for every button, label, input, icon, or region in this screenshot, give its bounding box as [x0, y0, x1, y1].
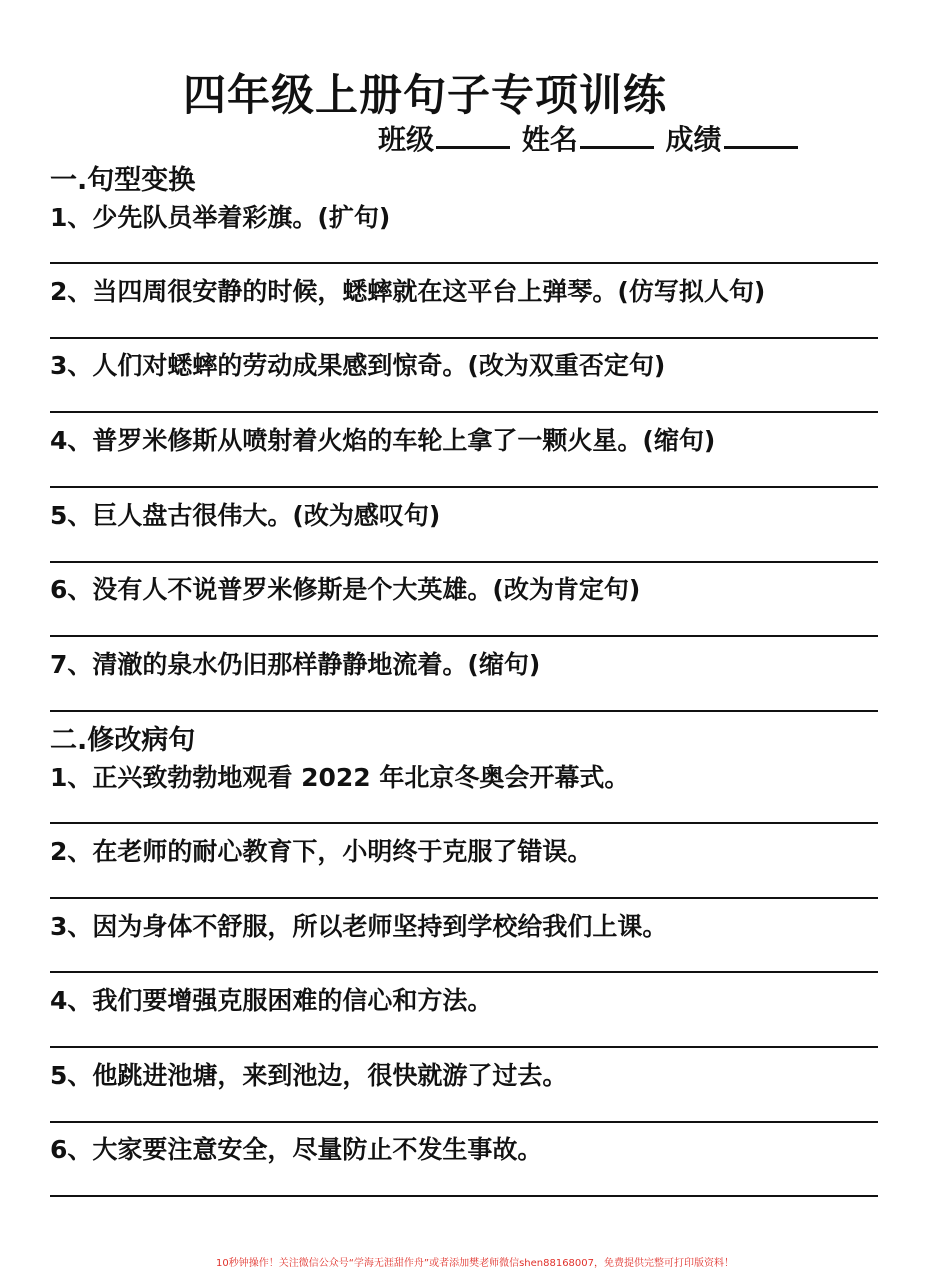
answer-line-s2-3[interactable]: [50, 971, 878, 973]
answer-line-s1-7[interactable]: [50, 710, 878, 712]
answer-line-s2-2[interactable]: [50, 897, 878, 899]
question-s2-6: 6、大家要注意安全，尽量防止不发生事故。: [50, 1135, 543, 1164]
answer-line-s1-1[interactable]: [50, 262, 878, 264]
question-s1-1: 1、少先队员举着彩旗。(扩句): [50, 203, 391, 232]
question-s1-6: 6、没有人不说普罗米修斯是个大英雄。(改为肯定句): [50, 575, 641, 604]
question-s1-3: 3、人们对蟋蟀的劳动成果感到惊奇。(改为双重否定句): [50, 351, 666, 380]
question-s1-2: 2、当四周很安静的时候，蟋蟀就在这平台上弹琴。(仿写拟人句): [50, 277, 766, 306]
section1-heading: 一.句型变换: [50, 165, 196, 196]
question-s2-1: 1、正兴致勃勃地观看 2022 年北京冬奥会开幕式。: [50, 763, 630, 792]
section2-heading: 二.修改病句: [50, 725, 196, 756]
name-blank[interactable]: [580, 120, 654, 149]
footer-note: 10秒钟操作！关注微信公众号“学海无涯甜作舟”或者添加樊老师微信shen88168007，免费提供完整可打印版资料！: [215, 1258, 735, 1269]
student-info: [378, 118, 800, 158]
score-blank[interactable]: [724, 120, 798, 149]
question-s1-7: 7、清澈的泉水仍旧那样静静地流着。(缩句): [50, 650, 541, 679]
class-label: 班级: [378, 123, 435, 156]
worksheet-title: [0, 62, 950, 123]
answer-line-s1-5[interactable]: [50, 561, 878, 563]
answer-line-s2-5[interactable]: [50, 1121, 878, 1123]
answer-line-s2-6[interactable]: [50, 1195, 878, 1197]
name-label: 姓名: [521, 123, 578, 156]
worksheet-title-text: 四年级上册句子专项训练: [183, 71, 667, 121]
question-s1-4: 4、普罗米修斯从喷射着火焰的车轮上拿了一颗火星。(缩句): [50, 426, 716, 455]
question-s2-3: 3、因为身体不舒服，所以老师坚持到学校给我们上课。: [50, 912, 668, 941]
score-label: 成绩: [665, 123, 722, 156]
answer-line-s1-6[interactable]: [50, 635, 878, 637]
question-s2-4: 4、我们要增强克服困难的信心和方法。: [50, 986, 493, 1015]
answer-line-s1-2[interactable]: [50, 337, 878, 339]
question-s2-2: 2、在老师的耐心教育下，小明终于克服了错误。: [50, 837, 593, 866]
answer-line-s2-4[interactable]: [50, 1046, 878, 1048]
answer-line-s2-1[interactable]: [50, 822, 878, 824]
answer-line-s1-3[interactable]: [50, 411, 878, 413]
question-s1-5: 5、巨人盘古很伟大。(改为感叹句): [50, 501, 441, 530]
question-s2-5: 5、他跳进池塘，来到池边，很快就游了过去。: [50, 1061, 568, 1090]
class-blank[interactable]: [436, 120, 510, 149]
answer-line-s1-4[interactable]: [50, 486, 878, 488]
